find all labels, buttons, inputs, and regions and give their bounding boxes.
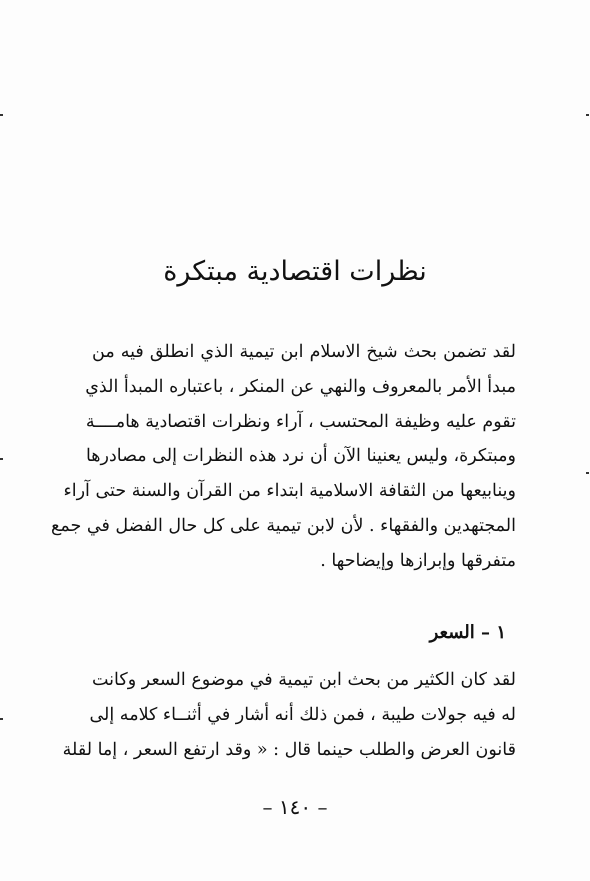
margin-mark [0, 114, 3, 116]
text-line: له فيه جولات طيبة ، فمن ذلك أنه أشار في أثنــاء كلامه إلى [89, 704, 516, 725]
section-paragraph [62, 663, 516, 767]
intro-paragraph [51, 335, 516, 579]
text-line: مبدأ الأمر بالمعروف والنهي عن المنكر ، باعتباره المبدأ الذي [85, 376, 516, 397]
text-line: متفرقها وإبرازها وإيضاحها . [320, 550, 516, 571]
text-line: لقد كان الكثير من بحث ابن تيمية في موضوع السعر وكانت [92, 670, 516, 690]
text-line: وينابيعها من الثقافة الاسلامية ابتداء من القرآن والسنة حتى آراء [63, 481, 516, 502]
text-line: ومبتكرة، وليس يعنينا الآن أن نرد هذه النظرات إلى مصادرها [85, 446, 516, 467]
text-line: المجتهدين والفقهاء . لأن لابن تيمية على كل حال الفضل في جمع [51, 515, 516, 536]
page-number: – ١٤٠ – [262, 795, 328, 819]
margin-mark [0, 458, 3, 460]
text-line: تقوم عليه وظيفة المحتسب ، آراء ونظرات اقتصادية هامــــة [85, 411, 516, 432]
text-line: لقد تضمن بحث شيخ الاسلام ابن تيمية الذي انطلق فيه من [92, 342, 516, 362]
section-heading: ١ – السعر [429, 622, 506, 643]
margin-mark [586, 114, 589, 116]
margin-mark [586, 472, 589, 474]
text-line: قانون العرض والطلب حينما قال : « وقد ارتفع السعر ، إما لقلة [62, 739, 516, 760]
chapter-title: نظرات اقتصادية مبتكرة [163, 256, 427, 287]
margin-mark [0, 718, 3, 720]
